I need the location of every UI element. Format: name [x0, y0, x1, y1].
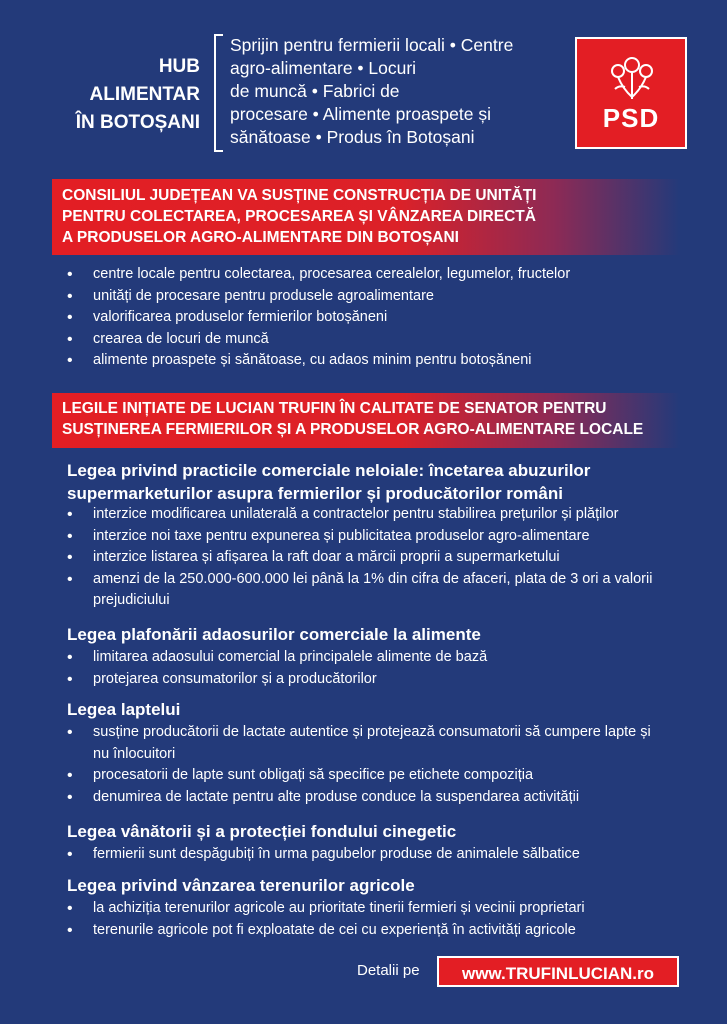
list-item: • limitarea adaosului comercial la principalele alimente de bază [67, 647, 687, 669]
tagline-line: sănătoase • Produs în Botoșani [230, 127, 475, 147]
law-bullets [67, 898, 687, 941]
bracket-divider [214, 34, 223, 152]
list-item: • alimente proaspete și sănătoase, cu adaos minim pentru botoșăneni [67, 350, 687, 372]
tagline-line: Sprijin pentru fermierii locali • Centre [230, 35, 514, 55]
law-bullets [67, 504, 687, 612]
list-item: • crearea de locuri de muncă [67, 329, 687, 351]
list-item: • valorificarea produselor fermierilor botoșăneni [67, 307, 687, 329]
logo-text: PSD [602, 103, 660, 133]
law-title [67, 698, 687, 721]
hub-title [40, 53, 200, 137]
list-item: • interzice modificarea unilaterală a contractelor pentru stabilirea prețurilor și plăților [67, 504, 687, 526]
roses-icon [601, 53, 663, 103]
law-title-line: Legea vânătorii și a protecției fondului cinegetic [67, 822, 457, 841]
tagline-line: agro-alimentare • Locuri [230, 58, 417, 78]
law-bullets [67, 722, 687, 808]
hub-title-line: ÎN BOTOȘANI [75, 112, 200, 133]
hub-title-line: HUB [158, 56, 200, 77]
psd-logo [575, 37, 687, 149]
list-item: • denumirea de lactate pentru alte produse conduce la suspendarea activității [67, 787, 687, 809]
hub-title-line: ALIMENTAR [89, 84, 200, 105]
section1-bullets [67, 264, 687, 372]
banner-line: PENTRU COLECTAREA, PROCESAREA ȘI VÂNZAREA DIRECTĂ [62, 208, 536, 225]
law-title-line: Legea laptelui [67, 700, 181, 719]
law-title-line: supermarketurilor asupra fermierilor și producătorilor români [67, 484, 563, 503]
law-bullets [67, 647, 687, 690]
banner-line: SUSȚINEREA FERMIERILOR ȘI A PRODUSELOR AGRO-ALIMENTARE LOCALE [62, 421, 644, 438]
header [0, 0, 727, 165]
website-link[interactable]: www.TRUFINLUCIAN.ro [437, 956, 679, 987]
section1-banner [52, 179, 680, 255]
list-item: • la achiziția terenurilor agricole au prioritate tinerii fermieri și vecinii proprietari [67, 898, 687, 920]
tagline [230, 34, 550, 149]
list-item: • interzice noi taxe pentru expunerea și publicitatea produselor agro-alimentare [67, 526, 687, 548]
law-title [67, 623, 687, 646]
list-item: • fermierii sunt despăgubiți în urma pagubelor produse de animalele sălbatice [67, 844, 687, 866]
law-title-line: Legea plafonării adaosurilor comerciale la alimente [67, 625, 481, 644]
list-item: • protejarea consumatorilor și a producătorilor [67, 669, 687, 691]
tagline-line: de muncă • Fabrici de [230, 81, 400, 101]
list-item: • procesatorii de lapte sunt obligați să specifice pe etichete compoziția [67, 765, 687, 787]
list-item: • amenzi de la 250.000-600.000 lei până la 1% din cifra de afaceri, plata de 3 ori a valorii prejudiciului [67, 569, 653, 612]
list-item: • terenurile agricole pot fi exploatate de cei cu experiență în activități agricole [67, 920, 687, 942]
section2-banner [52, 393, 680, 448]
banner-line: LEGILE INIȚIATE DE LUCIAN TRUFIN ÎN CALITATE DE SENATOR PENTRU [62, 400, 607, 417]
list-item: • susține producătorii de lactate autentice și protejează consumatorii să cumpere lapte și nu înlocuitori [67, 722, 653, 765]
law-title [67, 874, 687, 897]
law-title [67, 820, 687, 843]
law-title-line: Legea privind practicile comerciale neloiale: încetarea abuzurilor [67, 461, 591, 480]
list-item: • interzice listarea și afișarea la raft doar a mărcii proprii a supermarketului [67, 547, 687, 569]
tagline-line: procesare • Alimente proaspete și [230, 104, 491, 124]
list-item: • unități de procesare pentru produsele agroalimentare [67, 286, 687, 308]
banner-line: A PRODUSELOR AGRO-ALIMENTARE DIN BOTOȘANI [62, 229, 459, 246]
footer-label: Detalii pe [357, 962, 420, 979]
law-bullets [67, 844, 687, 866]
list-item: • centre locale pentru colectarea, procesarea cerealelor, legumelor, fructelor [67, 264, 687, 286]
banner-line: CONSILIUL JUDEȚEAN VA SUSȚINE CONSTRUCȚIA DE UNITĂȚI [62, 187, 537, 204]
law-title [67, 459, 687, 505]
law-title-line: Legea privind vânzarea terenurilor agricole [67, 876, 415, 895]
